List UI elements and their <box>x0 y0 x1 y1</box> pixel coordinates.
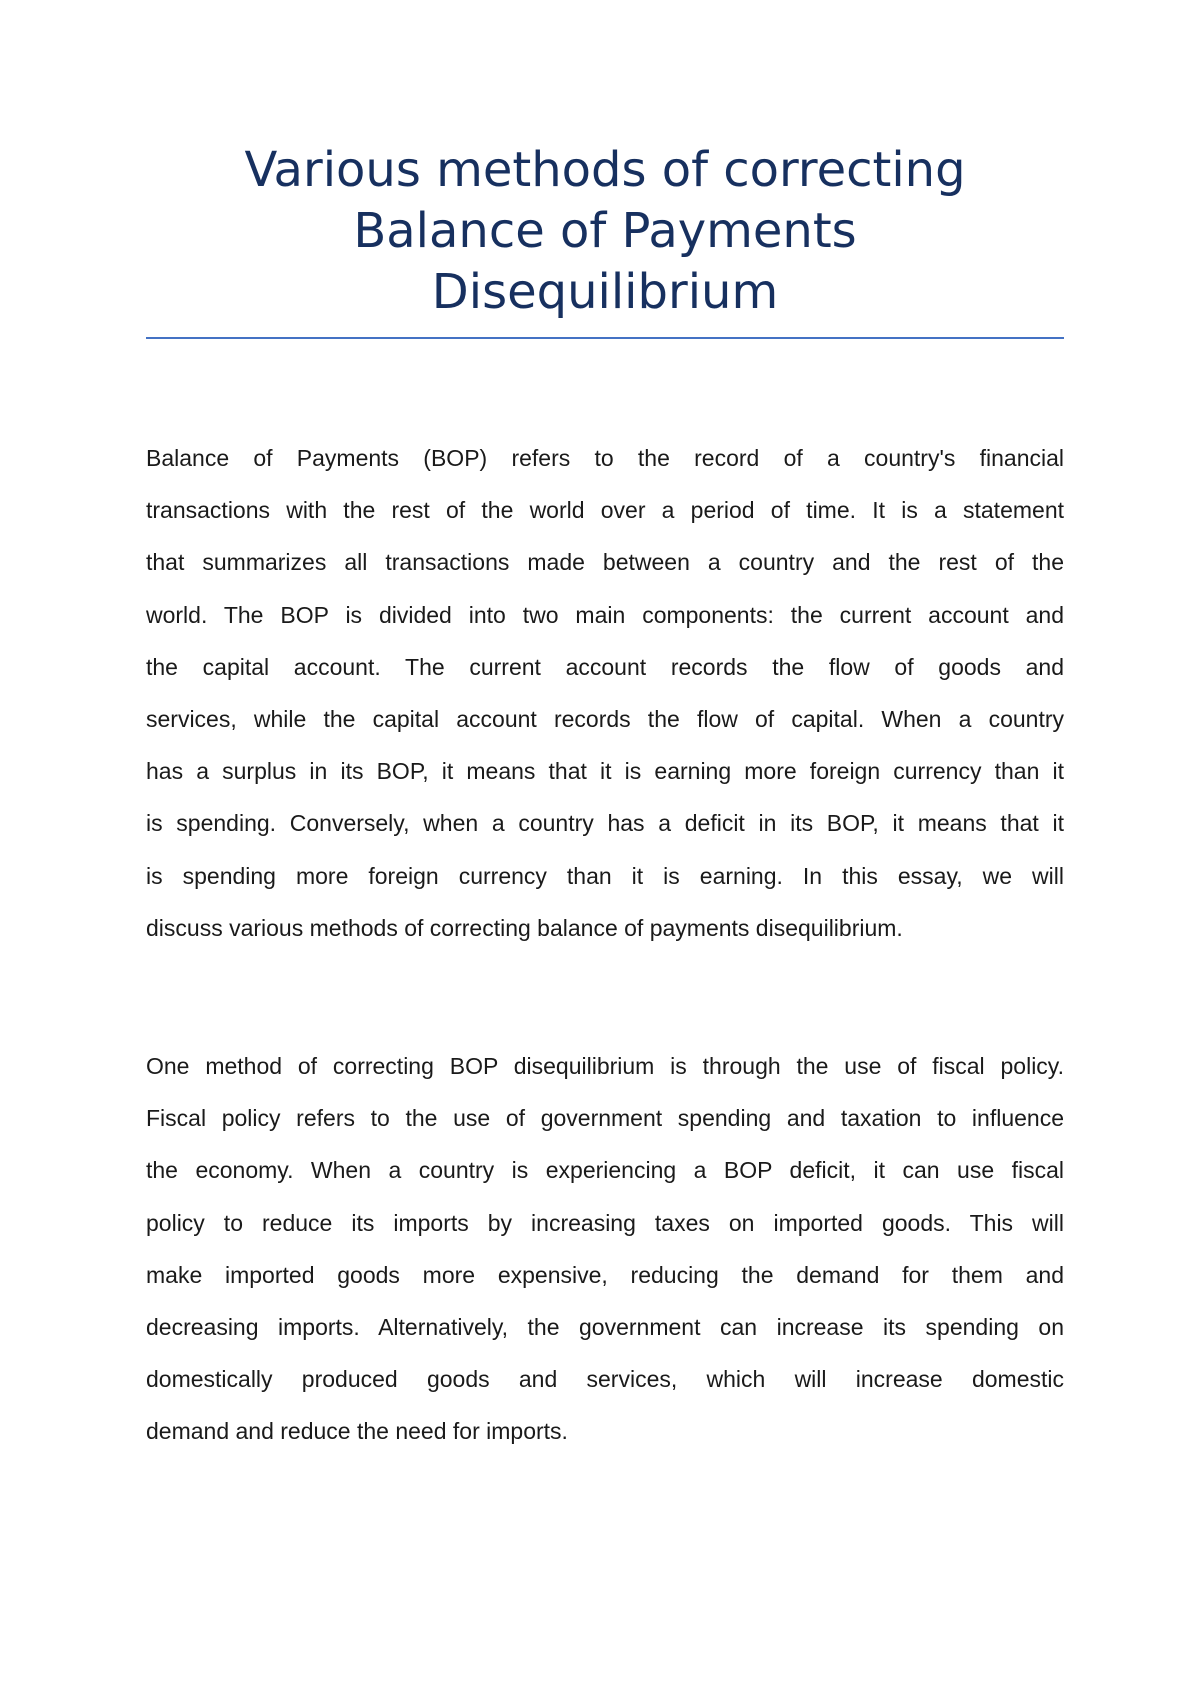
paragraph-line: that summarizes all transactions made between a country and the rest of the <box>146 549 1064 576</box>
paragraph-line: policy to reduce its imports by increasing taxes on imported goods. This will <box>146 1209 1064 1236</box>
paragraph-fiscal-policy <box>146 1040 1064 1458</box>
paragraph-line: is spending more foreign currency than it is earning. In this essay, we will <box>146 862 1064 889</box>
paragraph-line: Balance of Payments (BOP) refers to the record of a country's financial <box>146 445 1064 471</box>
title-underline-divider <box>146 337 1064 339</box>
paragraph-line: the economy. When a country is experiencing a BOP deficit, it can use fiscal <box>146 1157 1064 1184</box>
paragraph-line: is spending. Conversely, when a country has a deficit in its BOP, it means that it <box>146 810 1064 837</box>
title-line-3: Disequilibrium <box>431 264 779 320</box>
title-line-1: Various methods of correcting <box>244 142 966 198</box>
paragraph-line: One method of correcting BOP disequilibrium is through the use of fiscal policy. <box>146 1053 1064 1079</box>
paragraph-line: demand and reduce the need for imports. <box>146 1418 568 1445</box>
paragraph-line: transactions with the rest of the world over a period of time. It is a statement <box>146 497 1064 524</box>
paragraph-line: decreasing imports. Alternatively, the government can increase its spending on <box>146 1313 1064 1340</box>
paragraph-line: make imported goods more expensive, reducing the demand for them and <box>146 1261 1064 1288</box>
paragraph-line: Fiscal policy refers to the use of government spending and taxation to influence <box>146 1105 1064 1132</box>
document-title <box>146 140 1064 323</box>
paragraph-line: has a surplus in its BOP, it means that it is earning more foreign currency than it <box>146 758 1064 785</box>
paragraph-line: domestically produced goods and services, which will increase domestic <box>146 1366 1064 1393</box>
paragraph-line: services, while the capital account records the flow of capital. When a country <box>146 705 1064 732</box>
title-line-2: Balance of Payments <box>353 203 857 259</box>
paragraph-line: the capital account. The current account records the flow of goods and <box>146 653 1064 680</box>
paragraph-introduction <box>146 432 1064 954</box>
paragraph-line: discuss various methods of correcting balance of payments disequilibrium. <box>146 914 903 941</box>
paragraph-line: world. The BOP is divided into two main components: the current account and <box>146 601 1064 628</box>
